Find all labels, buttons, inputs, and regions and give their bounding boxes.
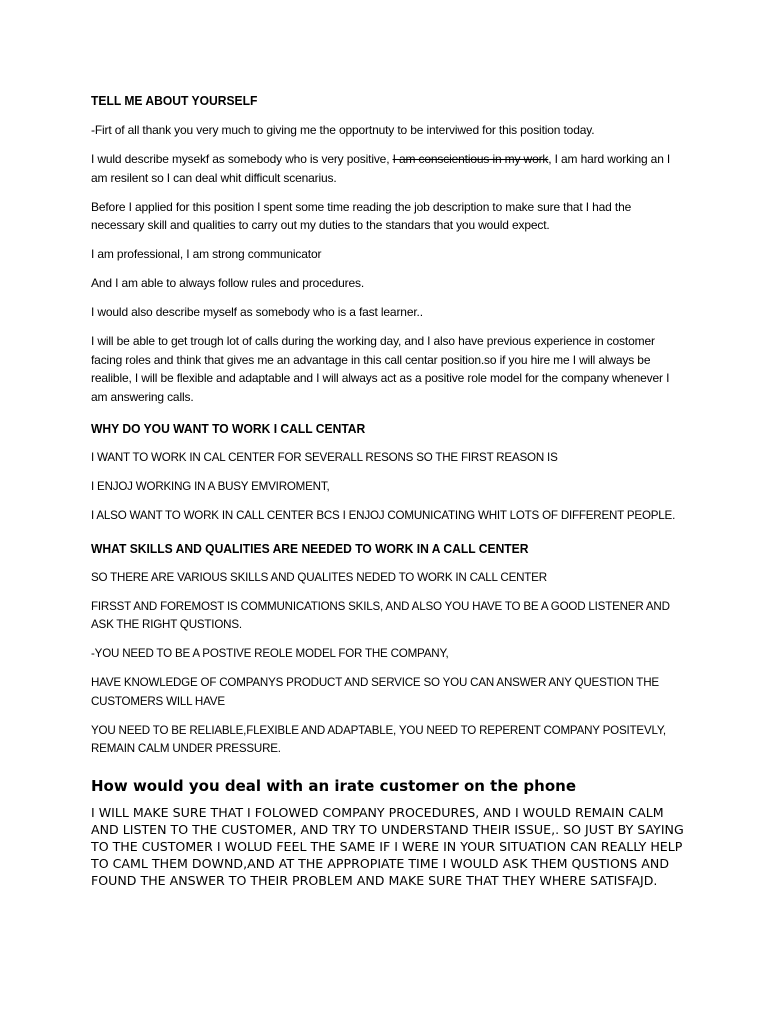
paragraph: HAVE KNOWLEDGE OF COMPANYS PRODUCT AND SERVICE SO YOU CAN ANSWER ANY QUESTION THE CUSTOMERS WILL HAVE (91, 676, 659, 708)
paragraph: -YOU NEED TO BE A POSTIVE REOLE MODEL FOR THE COMPANY, (91, 647, 449, 660)
heading-skills-and-qualities: WHAT SKILLS AND QUALITIES ARE NEEDED TO WORK IN A CALL CENTER (91, 540, 529, 556)
paragraph: FIRSST AND FOREMOST IS COMMUNICATIONS SKILS, AND ALSO YOU HAVE TO BE A GOOD LISTENER AND ASK THE RIGHT QUSTIONS. (91, 599, 670, 631)
paragraph: I would also describe myself as somebody who is a fast learner.. (91, 305, 423, 319)
paragraph: I ENJOJ WORKING IN A BUSY EMVIROMENT, (91, 480, 330, 493)
paragraph: SO THERE ARE VARIOUS SKILLS AND QUALITES NEDED TO WORK IN CALL CENTER (91, 570, 547, 584)
text-run: , I am hard working an I am resilent so I can deal whit difficult scenarius. (91, 152, 671, 185)
paragraph: I am professional, I am strong communicator (91, 247, 322, 261)
strikethrough-text: I am conscientious in my work (392, 152, 549, 166)
text-run: I wuld describe mysekf as somebody who is very positive, (91, 152, 393, 166)
paragraph-with-strikethrough (91, 150, 684, 187)
paragraph: -Firt of all thank you very much to giving me the opportnuty to be interviwed for this position today. (91, 123, 595, 137)
paragraph: YOU NEED TO BE RELIABLE,FLEXIBLE AND ADAPTABLE, YOU NEED TO REPERENT COMPANY POSITEVLY, REMAIN CALM UNDER PRESSURE. (91, 723, 666, 755)
heading-why-work-call-center: WHY DO YOU WANT TO WORK I CALL CENTAR (91, 421, 366, 436)
paragraph: I WANT TO WORK IN CAL CENTER FOR SEVERALL RESONS SO THE FIRST REASON IS (91, 451, 558, 464)
heading-irate-customer: How would you deal with an irate customer on the phone (91, 776, 577, 795)
paragraph: And I am able to always follow rules and procedures. (91, 276, 365, 290)
heading-tell-me-about-yourself: TELL ME ABOUT YOURSELF (91, 93, 258, 108)
paragraph: I WILL MAKE SURE THAT I FOLOWED COMPANY PROCEDURES, AND I WOULD REMAIN CALM AND LISTEN TO THE CUSTOMER, AND TRY TO UNDERSTAND THEIR ISSUE,. SO JUST BY SAYING TO THE CUSTOMER I WOLUD FEEL THE SAME IF I WERE IN YOUR SITUATION CAN REALLY HELP TO CAML THEM DOWND,AND AT THE APPROPIATE TIME I WOULD ASK THEM QUSTIONS AND FOUND THE ANSWER TO THEIR PROBLEM AND MAKE SURE THAT THEY WHERE SATISFAJD. (91, 804, 684, 888)
paragraph: I ALSO WANT TO WORK IN CALL CENTER BCS I ENJOJ COMUNICATING WHIT LOTS OF DIFFERENT PEOPLE. (91, 509, 676, 522)
paragraph: Before I applied for this position I spent some time reading the job description to make sure that I had the necessary skill and qualities to carry out my duties to the standars that you would expect. (91, 199, 632, 232)
paragraph: I will be able to get trough lot of calls during the working day, and I also have previous experience in costomer facing roles and think that gives me an advantage in this call centar position.so if you hire me I will always be realible, I will be flexible and adaptable and I will always act as a positive role model for the company whenever I am answering calls. (91, 334, 670, 404)
